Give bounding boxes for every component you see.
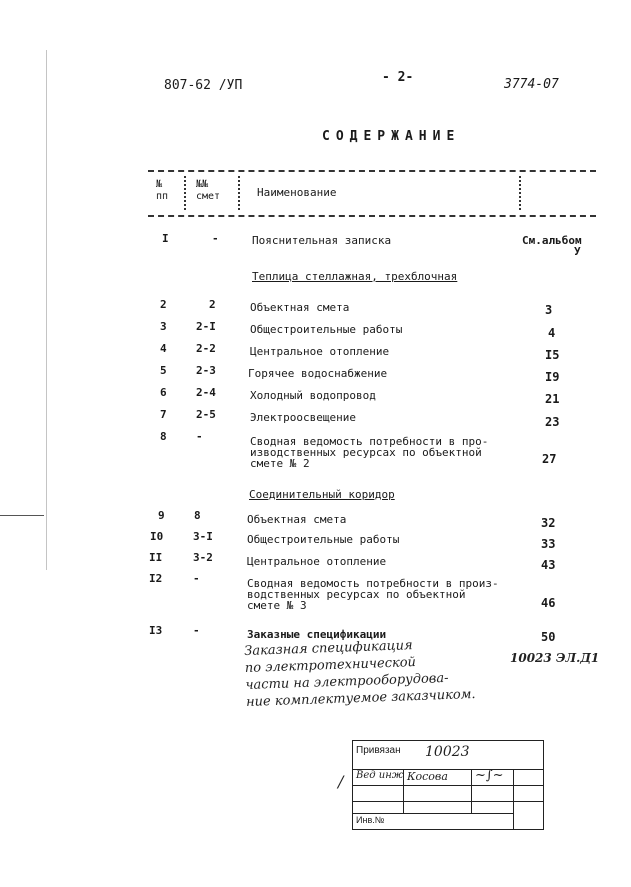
stamp-rule-4 (353, 813, 513, 814)
row-7-estimate: 2-5 (196, 408, 216, 421)
stamp-number: 10023 (425, 744, 470, 760)
row-5-name: Горячее водоснабжение (248, 367, 388, 380)
row-6-page: 21 (545, 392, 560, 406)
row-1-name: Пояснительная записка (252, 234, 392, 247)
row-2-estimate: 2 (209, 298, 216, 311)
row-10-page: 33 (541, 537, 556, 551)
row-12-name-line2: водственных ресурсах по объектной (247, 588, 466, 601)
table-header-bottom-rule (148, 215, 596, 217)
handwritten-note-line3: части на электрооборудова- (245, 670, 449, 693)
doc-number: 3774-07 (504, 77, 559, 92)
row-1-page (522, 235, 582, 257)
row-2-num: 2 (160, 298, 167, 311)
row-3-name: Общестроительные работы (250, 323, 403, 336)
stamp-rule-3 (353, 801, 543, 802)
row-8-name-line3: смете № 2 (250, 457, 310, 470)
row-12-num: I2 (149, 572, 163, 585)
stamp-margin-mark: / (338, 772, 344, 791)
row-8-estimate: - (196, 430, 203, 443)
row-11-name: Центральное отопление (247, 555, 387, 568)
col-header-name: Наименование (257, 186, 337, 199)
binding-stamp (352, 740, 544, 830)
row-8-name (250, 436, 488, 469)
row-1-num: I (162, 232, 169, 245)
row-8-name-line2: изводственных ресурсах по объектной (250, 446, 482, 459)
row-11-page: 43 (541, 558, 556, 572)
row-5-page: I9 (545, 370, 560, 384)
row-9-num: 9 (158, 509, 165, 522)
row-2-page: 3 (545, 303, 553, 317)
scan-artifact-margin-line (0, 515, 44, 516)
row-4-name: Центральное отопление (250, 345, 390, 358)
stamp-col-3 (513, 769, 514, 829)
row-5-estimate: 2-3 (196, 364, 216, 377)
row-4-estimate: 2-2 (196, 342, 216, 355)
row-10-name: Общестроительные работы (247, 533, 400, 546)
row-8-name-line1: Сводная ведомость потребности в про- (250, 435, 489, 448)
handwritten-ref: 10023 ЭЛ.Д1 (510, 651, 600, 665)
scan-artifact-left (46, 50, 47, 570)
stamp-inventory: Инв.№ (356, 815, 385, 825)
row-9-estimate: 8 (194, 509, 201, 522)
row-5-num: 5 (160, 364, 167, 377)
stamp-signature: ~∫~ (475, 768, 504, 783)
page-number: - 2- (382, 70, 414, 85)
row-7-name: Электроосвещение (250, 411, 356, 424)
row-7-num: 7 (160, 408, 167, 421)
row-1-page-line2: У (574, 245, 581, 258)
row-7-page: 23 (545, 415, 560, 429)
row-8-num: 8 (160, 430, 167, 443)
stamp-rule-2 (353, 785, 543, 786)
col-header-num (156, 179, 168, 203)
doc-code: 807-62 /УП (164, 78, 243, 93)
row-12-name-line3: смете № 3 (247, 599, 307, 612)
row-9-name: Объектная смета (247, 513, 347, 526)
row-10-estimate: 3-I (193, 530, 213, 543)
row-1-estimate: - (212, 232, 219, 245)
row-12-name-line1: Сводная ведомость потребности в произ- (247, 577, 499, 590)
row-9-page: 32 (541, 516, 556, 530)
row-13-estimate: - (193, 624, 200, 637)
col-header-num-line2: пп (156, 191, 169, 202)
handwritten-note-line2: по электротехнической (244, 655, 417, 676)
row-6-num: 6 (160, 386, 167, 399)
col-sep-1 (184, 176, 186, 210)
row-10-num: I0 (150, 530, 164, 543)
row-12-page: 46 (541, 596, 556, 610)
handwritten-note-line1: Заказная спецификация (244, 638, 413, 659)
row-13-page: 50 (541, 630, 556, 644)
stamp-surname: Косова (407, 770, 448, 783)
row-6-estimate: 2-4 (196, 386, 216, 399)
row-13-name: Заказные спецификации (247, 628, 387, 641)
stamp-col-2 (471, 769, 472, 813)
row-11-num: II (149, 551, 163, 564)
row-3-num: 3 (160, 320, 167, 333)
handwritten-note (244, 635, 476, 711)
col-header-estimate-line1: №№ (196, 179, 209, 190)
row-4-page: I5 (545, 348, 560, 362)
row-4-num: 4 (160, 342, 167, 355)
row-1-page-line1: См.альбом (522, 234, 582, 247)
row-6-name: Холодный водопровод (250, 389, 376, 402)
section-title-corridor: Соединительный коридор (249, 488, 395, 501)
col-sep-3 (519, 176, 521, 210)
col-sep-2 (238, 176, 240, 210)
row-12-name (247, 578, 499, 611)
handwritten-note-line4: ние комплектуемое заказчиком. (245, 686, 476, 710)
row-3-estimate: 2-I (196, 320, 216, 333)
stamp-label: Привязан (356, 745, 401, 756)
col-header-estimate (196, 179, 220, 203)
page-title: СОДЕРЖАНИЕ (322, 129, 461, 144)
section-title-greenhouse: Теплица стеллажная, трехблочная (252, 270, 458, 283)
row-11-estimate: 3-2 (193, 551, 213, 564)
row-3-page: 4 (548, 326, 556, 340)
table-top-rule (148, 170, 596, 172)
col-header-num-line1: № (156, 179, 163, 190)
row-8-page: 27 (542, 452, 557, 466)
row-12-estimate: - (193, 572, 200, 585)
col-header-estimate-line2: смет (196, 191, 221, 202)
row-13-num: I3 (149, 624, 163, 637)
row-2-name: Объектная смета (250, 301, 350, 314)
stamp-role: Вед инж (356, 770, 404, 781)
